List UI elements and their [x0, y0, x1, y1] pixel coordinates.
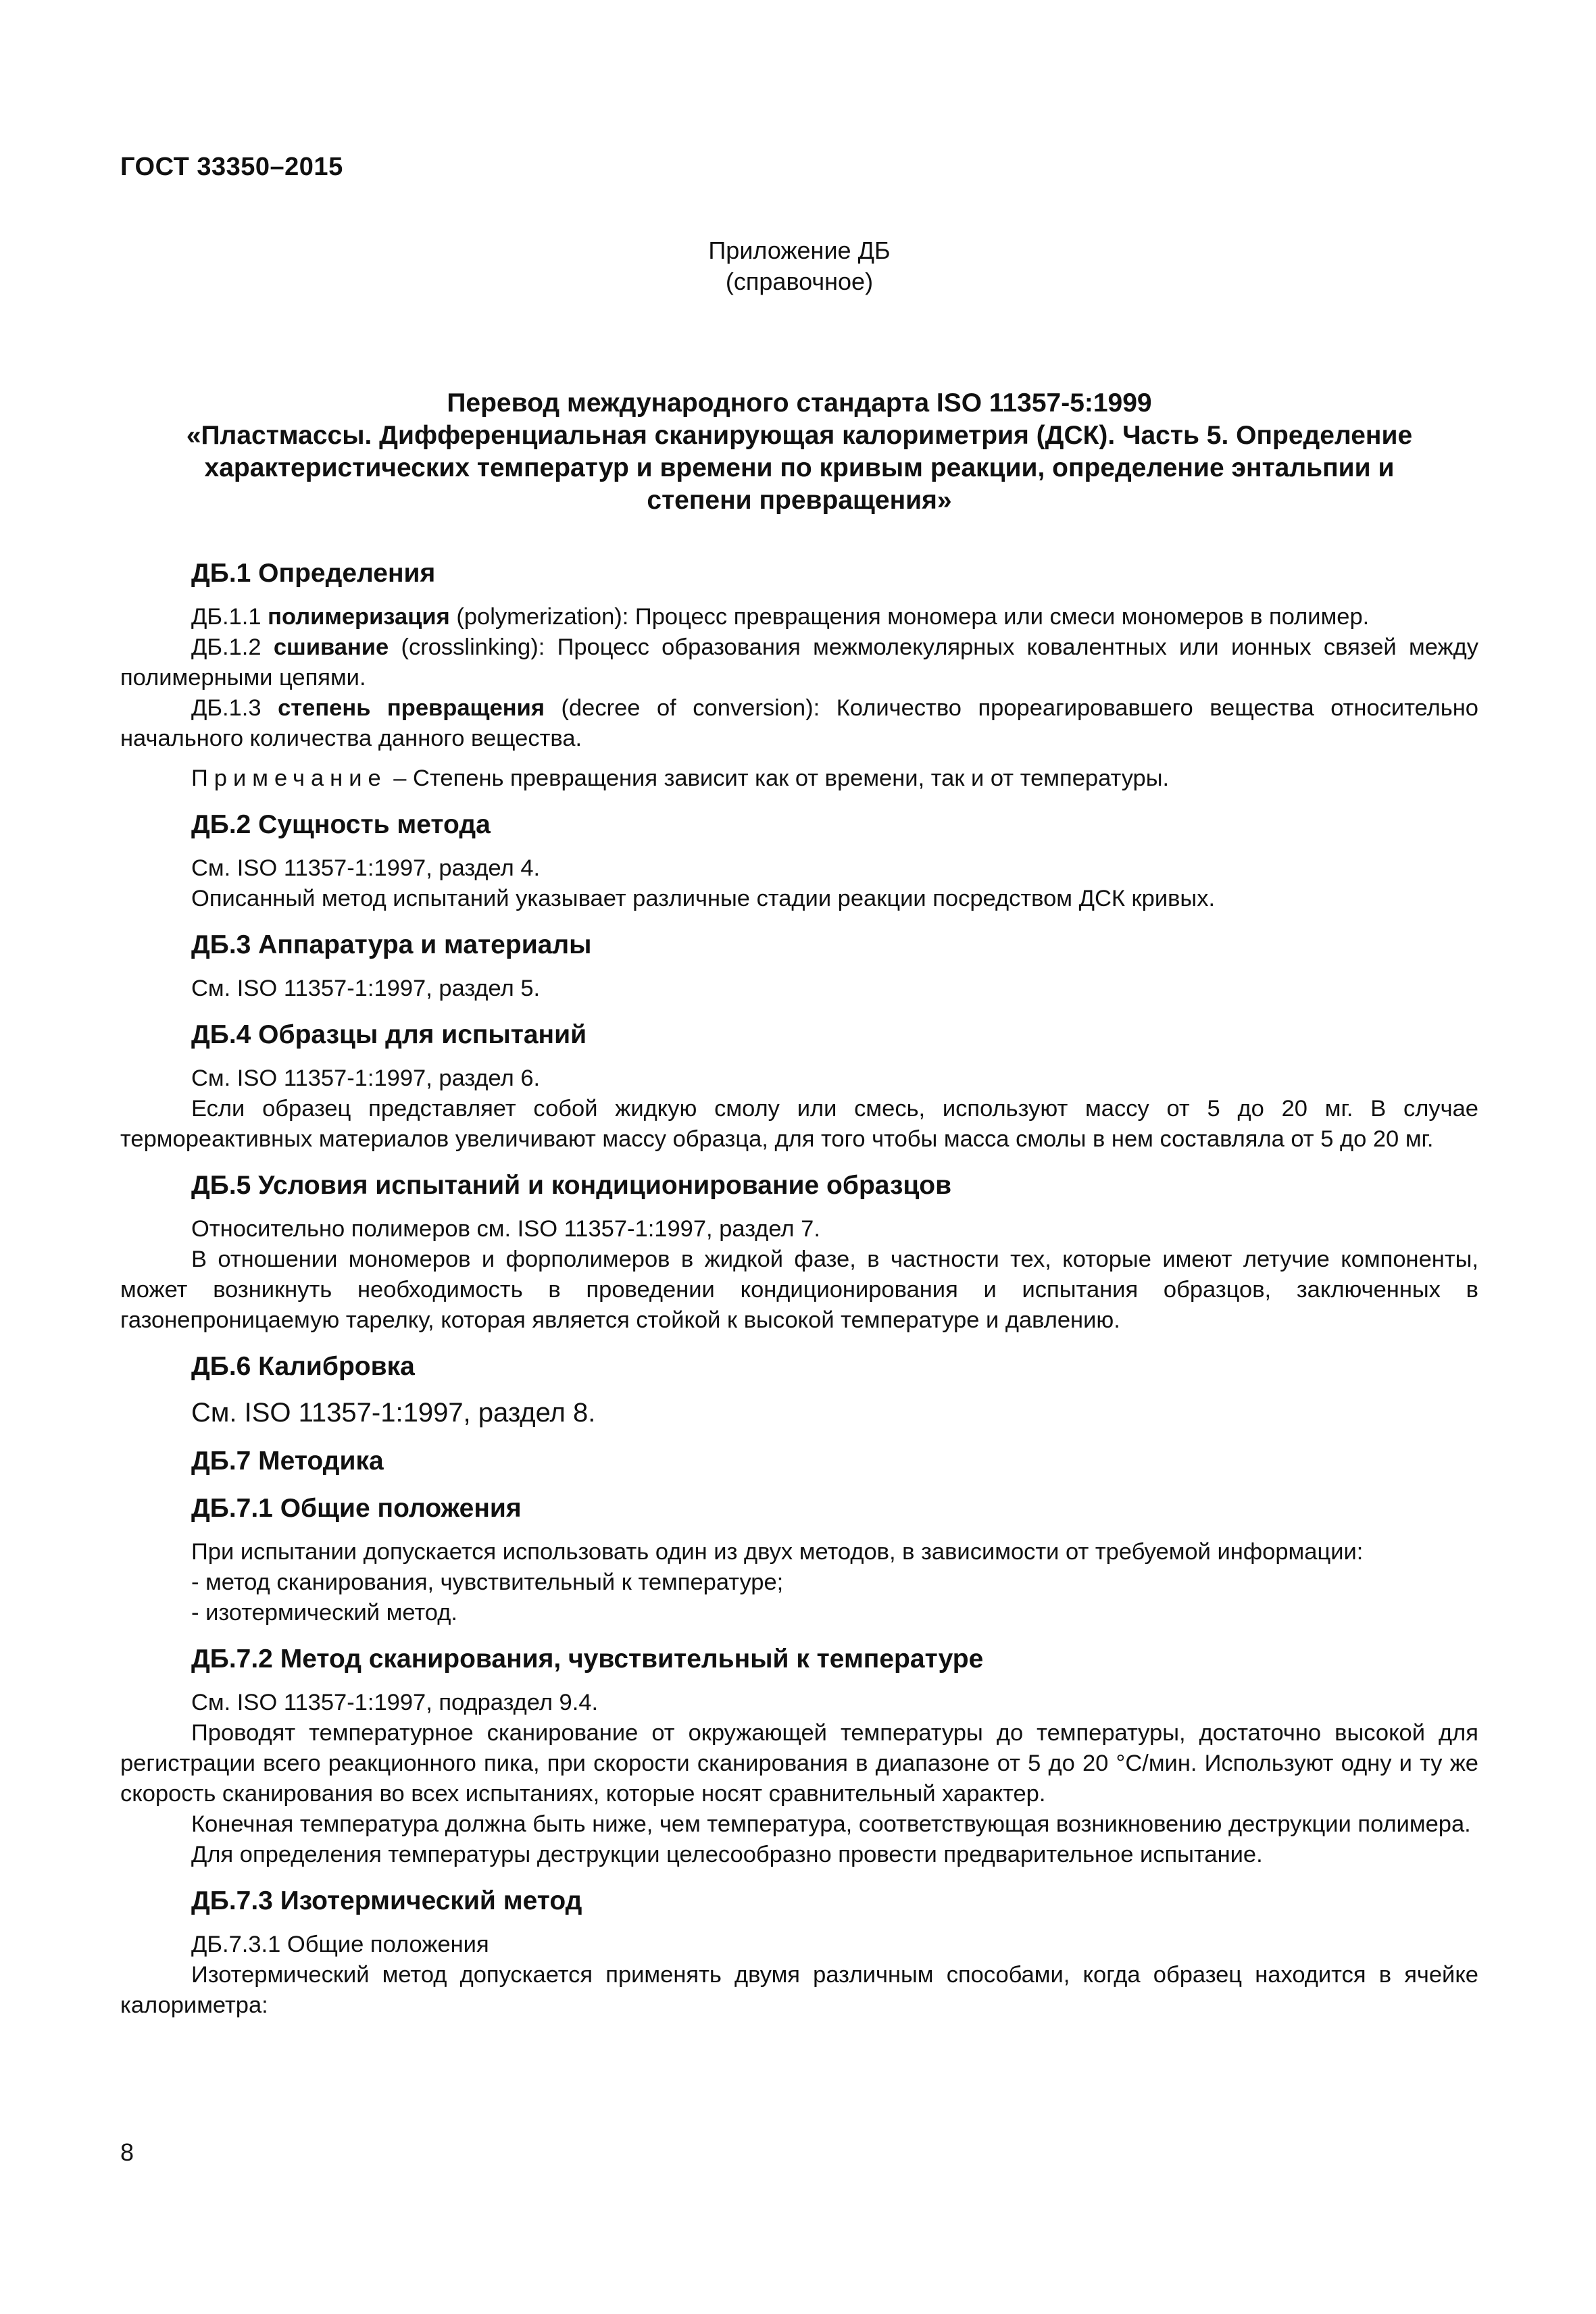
- paragraph: В отношении мономеров и форполимеров в жидкой фазе, в частности тех, которые имеют летучие компоненты, может возникнуть необходимость в проведении кондиционирования и испытания образцов, заключенных в газонепроницаемую тарелку, которая является стойкой к высокой температуре и давлению.: [120, 1247, 1478, 1333]
- list-item: - метод сканирования, чувствительный к температуре;: [191, 1569, 784, 1595]
- section-heading-db1: ДБ.1 Определения: [191, 559, 436, 588]
- title-line-1: Перевод международного стандарта ISO 11357-5:1999: [447, 388, 1152, 418]
- paragraph: Относительно полимеров см. ISO 11357-1:1997, раздел 7.: [191, 1216, 820, 1242]
- paragraph: См. ISO 11357-1:1997, раздел 4.: [191, 855, 541, 881]
- paragraph: Для определения температуры деструкции целесообразно провести предварительное испытание.: [191, 1842, 1263, 1867]
- definition-conversion: ДБ.1.3 степень превращения (decree of conversion): Количество прореагировавшего вещества относительно начального количества данного вещества.: [120, 695, 1478, 751]
- section-heading-db7: ДБ.7 Методика: [191, 1447, 384, 1476]
- paragraph: Описанный метод испытаний указывает различные стадии реакции посредством ДСК кривых.: [191, 886, 1216, 911]
- definition-polymerization: ДБ.1.1 полимеризация (polymerization): Процесс превращения мономера или смеси мономеров в полимер.: [191, 604, 1370, 630]
- annex-heading: [120, 235, 1478, 297]
- annex-name: Приложение ДБ: [708, 236, 891, 264]
- definition-crosslinking: ДБ.1.2 сшивание (crosslinking): Процесс образования межмолекулярных ковалентных или ионных связей между полимерными цепями.: [120, 634, 1478, 690]
- paragraph: При испытании допускается использовать один из двух методов, в зависимости от требуемой информации:: [191, 1539, 1364, 1565]
- list-item: - изотермический метод.: [191, 1600, 457, 1626]
- section-heading-db3: ДБ.3 Аппаратура и материалы: [191, 930, 592, 959]
- note-label: Примечание: [191, 765, 387, 791]
- paragraph: Проводят температурное сканирование от окружающей температуры до температуры, достаточно высокой для регистрации всего реакционного пика, при скорости сканирования в диапазоне от 5 до 20 °С/мин. Используют одну и ту же скорость сканирования во всех испытаниях, которые носят сравнительный характер.: [120, 1720, 1478, 1807]
- section-heading-db7-3: ДБ.7.3 Изотермический метод: [191, 1886, 582, 1915]
- document-id: ГОСТ 33350–2015: [120, 153, 343, 181]
- section-heading-db4: ДБ.4 Образцы для испытаний: [191, 1020, 587, 1049]
- paragraph: Изотермический метод допускается применять двумя различным способами, когда образец находится в ячейке калориметра:: [120, 1962, 1478, 2018]
- section-heading-db5: ДБ.5 Условия испытаний и кондиционирование образцов: [191, 1171, 952, 1200]
- term-conversion: степень превращения: [278, 695, 545, 721]
- paragraph: Конечная температура должна быть ниже, чем температура, соответствующая возникновению деструкции полимера.: [191, 1811, 1471, 1837]
- section-heading-db7-1: ДБ.7.1 Общие положения: [191, 1494, 522, 1523]
- paragraph: См. ISO 11357-1:1997, подраздел 9.4.: [191, 1690, 599, 1715]
- title-line-3: характеристических температур и времени по кривым реакции, определение энтальпии и: [204, 453, 1395, 482]
- section-heading-db7-2: ДБ.7.2 Метод сканирования, чувствительный к температуре: [191, 1644, 984, 1674]
- document-page: [120, 0, 1478, 2314]
- document-body: [120, 557, 1478, 2021]
- section-heading-db6: ДБ.6 Калибровка: [191, 1352, 415, 1381]
- paragraph: Если образец представляет собой жидкую смолу или смесь, используют массу от 5 до 20 мг. В случае термореактивных материалов увеличивают массу образца, для того чтобы масса смолы в нем составляла от 5 до 20 мг.: [120, 1096, 1478, 1152]
- term-polymerization: полимеризация: [268, 604, 450, 630]
- note-text: – Степень превращения зависит как от времени, так и от температуры.: [386, 765, 1170, 791]
- translation-title: [120, 387, 1478, 517]
- title-line-2: «Пластмассы. Дифференциальная сканирующая калориметрия (ДСК). Часть 5. Определение: [186, 421, 1413, 450]
- paragraph: См. ISO 11357-1:1997, раздел 5.: [191, 976, 541, 1001]
- note: [120, 763, 1478, 794]
- page-number: 8: [120, 2138, 134, 2166]
- annex-type: (справочное): [725, 268, 874, 295]
- term-crosslinking: сшивание: [273, 634, 389, 660]
- paragraph: См. ISO 11357-1:1997, раздел 8.: [191, 1398, 596, 1428]
- subsection-heading-db7-3-1: ДБ.7.3.1 Общие положения: [191, 1932, 489, 1957]
- title-line-4: степени превращения»: [647, 486, 952, 515]
- paragraph: См. ISO 11357-1:1997, раздел 6.: [191, 1065, 541, 1091]
- section-heading-db2: ДБ.2 Сущность метода: [191, 810, 491, 839]
